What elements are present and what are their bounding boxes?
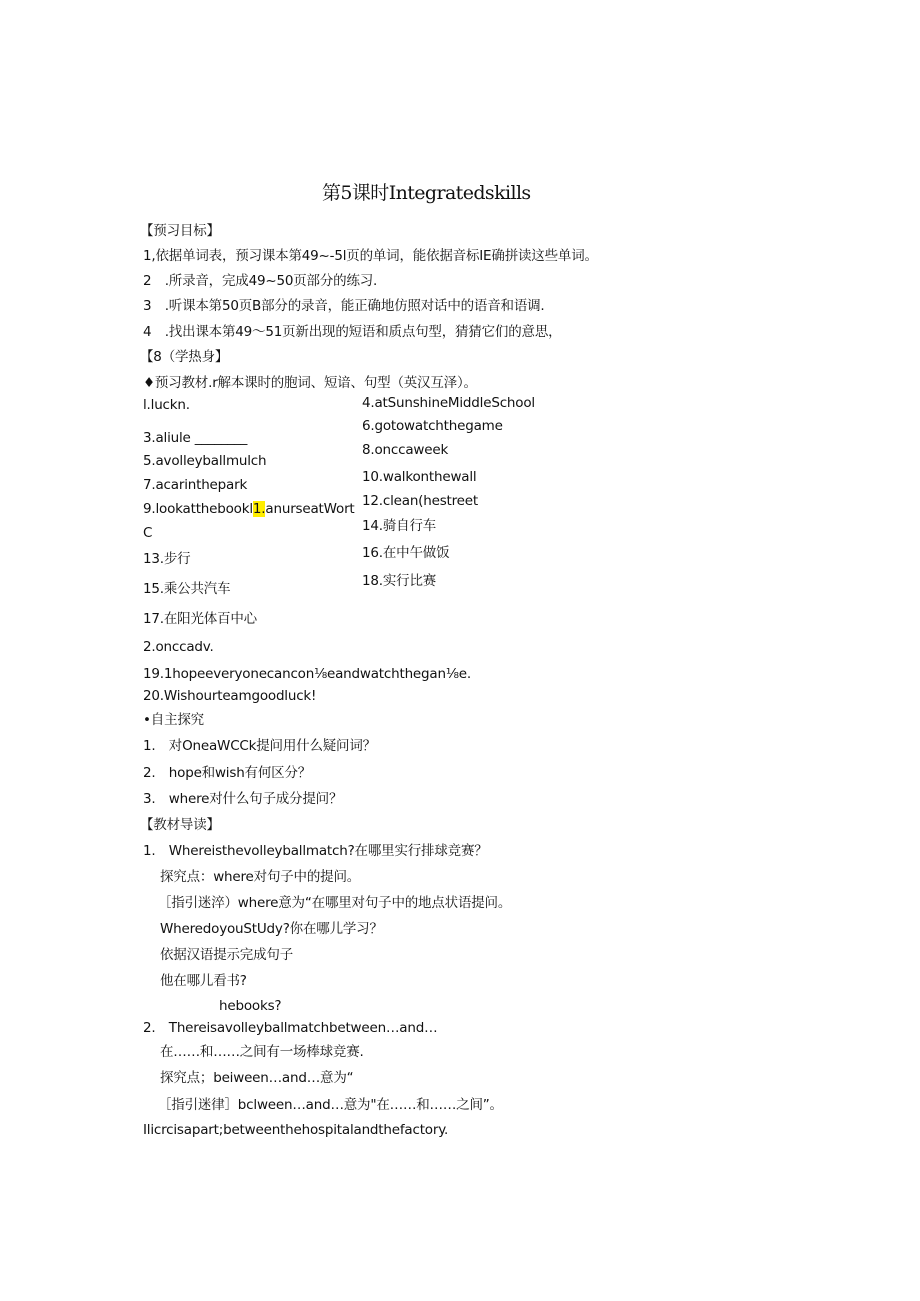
guide-explore: 探究点：where对句子中的提问。 (160, 869, 361, 885)
vocab-item-9-text: anurseatWort (265, 501, 355, 517)
section-heading-self-study: •自主探究 (143, 712, 204, 728)
vocab-item: 7.acarinthepark (143, 477, 248, 493)
vocab-item: 10.walkonthewall (362, 469, 477, 485)
guide-task: 依据汉语提示完成句子 (160, 947, 293, 963)
guide-question: 1. Whereisthevolleyballmatch?在哪里实行排球竞赛？ (143, 843, 488, 859)
guide-tip: ［指引迷律］bclween…and…意为"在……和……之间”。 (158, 1097, 503, 1113)
vocab-item: 5.avolleyballmulch (143, 453, 267, 469)
section-heading-goals: 【预习目标】 (140, 223, 220, 239)
guide-answer: hebooks? (219, 998, 282, 1014)
section-heading-warmup: 【8（学热身】 (140, 349, 229, 365)
vocab-item: 13.步行 (143, 551, 191, 567)
guide-explore: 探究点；beiween…and…意为“ (160, 1070, 354, 1086)
goal-item: 2 .所录音，完成49~50页部分的练习. (143, 273, 378, 289)
vocab-item: 20.Wishourteamgoodluck! (143, 688, 317, 704)
vocab-item: 14.骑自行车 (362, 518, 437, 534)
guide-translation: 在……和……之间有一场棒球竞赛. (160, 1044, 364, 1060)
highlighted-text: 1. (252, 501, 266, 517)
warmup-instruction: ♦预习教材.r解本课时的胞词、短谙、句型（英汉互泽）。 (143, 375, 477, 391)
vocab-item-9 (143, 500, 355, 518)
self-study-item: 1. 对OneaWCCk提问用什么疑问词？ (143, 738, 376, 754)
goal-item: 1,依据单词表，预习课本第49~-5l页的单词，能依据音标IE确拼读这些单词。 (143, 248, 598, 264)
vocab-item: 4.atSunshineMiddleSchool (362, 395, 535, 411)
vocab-item: l.luckn. (143, 397, 190, 413)
self-study-item: 2. hope和wish有何区分？ (143, 765, 312, 781)
page-title: 第5课时Integratedskills (322, 182, 531, 204)
vocab-item: 15.乘公共汽车 (143, 581, 231, 597)
guide-tip: ［指引迷淬）where意为“在哪里对句子中的地点状语提问。 (158, 895, 512, 911)
guide-example: WheredoyouStUdy?你在哪儿学习？ (160, 921, 383, 937)
vocab-item-9-text: 9.lookatthebookl (143, 501, 253, 517)
vocab-item: 12.clean(hestreet (362, 493, 478, 509)
section-heading-guide: 【教材导读】 (140, 817, 220, 833)
vocab-item: 3.aliule ________ (143, 430, 248, 446)
vocab-item: 2.onccadv. (143, 639, 214, 655)
vocab-item: 6.gotowatchthegame (362, 418, 503, 434)
vocab-item: 19.1hopeeveryonecancon⅛eandwatchthegan⅛e. (143, 666, 471, 682)
self-study-item: 3. where对什么句子成分提问？ (143, 791, 343, 807)
goal-item: 3 .听课本第50页B部分的录音，能正确地仿照对话中的语音和语调. (143, 298, 545, 314)
guide-question: 2. Thereisavolleyballmatchbetween…and… (143, 1020, 438, 1036)
vocab-item-continuation: C (143, 525, 153, 541)
vocab-item: 8.onccaweek (362, 442, 449, 458)
vocab-item: 16.在中午做饭 (362, 545, 450, 561)
goal-item: 4 .找出课本第49～51页新出现的短语和质点句型，猜猜它们的意思， (143, 324, 562, 340)
guide-example: Ilicrcisapart;betweenthehospitalandthefactory. (143, 1122, 449, 1138)
vocab-item: 17.在阳光体百中心 (143, 611, 257, 627)
guide-prompt: 他在哪儿看书? (160, 973, 247, 989)
vocab-item: 18.实行比赛 (362, 573, 437, 589)
